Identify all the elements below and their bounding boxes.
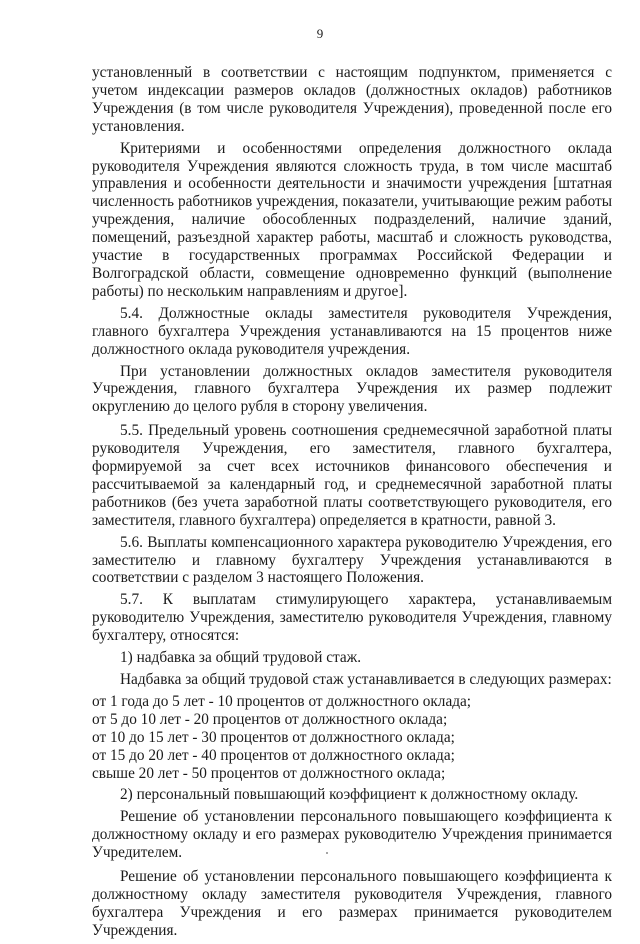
page-number: 9 <box>316 26 324 41</box>
seniority-list <box>92 693 612 783</box>
paragraph-rounding: При установлении должностных окладов заместителя руководителя Учреждения, главного бухгалтера Учреждения их размер подлежит округлению до целого рубля в сторону увеличения. <box>92 362 612 416</box>
paragraph-5-5: 5.5. Предельный уровень соотношения среднемесячной заработной платы руководителя Учреждения, его заместителя, главного бухгалтера, формируемой за счет всех источников финансового обеспечения и рассчитываемой за календарный год, и среднемесячной заработной платы работников (без учета заработной платы соответствующего руководителя, его заместителя, главного бухгалтера) определяется в кратности, равной 3. <box>92 422 612 529</box>
paragraph-item-1: 1) надбавка за общий трудовой стаж. <box>120 649 362 667</box>
paragraph-item-2: 2) персональный повышающий коэффициент к должностному окладу. <box>120 786 579 804</box>
paragraph-5-7: 5.7. К выплатам стимулирующего характера, устанавливаемым руководителю Учреждения, заместителю руководителя Учреждения, главному бухгалтеру, относятся: <box>92 591 612 645</box>
paragraph-criteria: Критериями и особенностями определения должностного оклада руководителя Учреждения являются сложность труда, в том числе масштаб управления и особенности деятельности и значимости учреждения [штатная численность работников учреждения, показатели, учитывающие режим работы учреждения, наличие обособленных подразделений, наличие зданий, помещений, разъездной характер работы, масштаб и сложность руководства, участие в государственных программах Российской Федерации и Волгоградской области, совмещение одновременно функций (выполнение работы) по нескольким направлениям и другое]. <box>92 139 612 300</box>
paragraph-5-6: 5.6. Выплаты компенсационного характера руководителю Учреждения, его заместителю и главному бухгалтеру Учреждения устанавливаются в соответствии с разделом 3 настоящего Положения. <box>92 533 612 587</box>
list-item: от 1 года до 5 лет - 10 процентов от должностного оклада; <box>92 692 472 710</box>
scan-speck <box>326 852 328 854</box>
list-item: от 15 до 20 лет - 40 процентов от должностного оклада; <box>92 746 455 764</box>
list-item: свыше 20 лет - 50 процентов от должностного оклада; <box>92 764 446 782</box>
list-item: от 5 до 10 лет - 20 процентов от должностного оклада; <box>92 710 448 728</box>
paragraph-5-4: 5.4. Должностные оклады заместителя руководителя Учреждения, главного бухгалтера Учреждения устанавливаются на 15 процентов ниже должностного оклада руководителя учреждения. <box>92 304 612 358</box>
paragraph-coefficient-director: Решение об установлении персонального повышающего коэффициента к должностному окладу и его размерах руководителю Учреждения принимается Учредителем. <box>92 808 612 862</box>
list-item: от 10 до 15 лет - 30 процентов от должностного оклада; <box>92 728 455 746</box>
paragraph-seniority-intro: Надбавка за общий трудовой стаж устанавливается в следующих размерах: <box>120 671 612 688</box>
paragraph-coefficient-deputy: Решение об установлении персонального повышающего коэффициента к должностному окладу заместителя руководителя Учреждения, главного бухгалтера Учреждения и его размерах принимается руководителем Учреждения. <box>92 868 612 939</box>
document-body <box>92 64 612 944</box>
paragraph-continuation: установленный в соответствии с настоящим подпунктом, применяется с учетом индексации размеров окладов (должностных окладов) работников Учреждения (в том числе руководителя Учреждения), проведенной после его установления. <box>92 64 612 135</box>
